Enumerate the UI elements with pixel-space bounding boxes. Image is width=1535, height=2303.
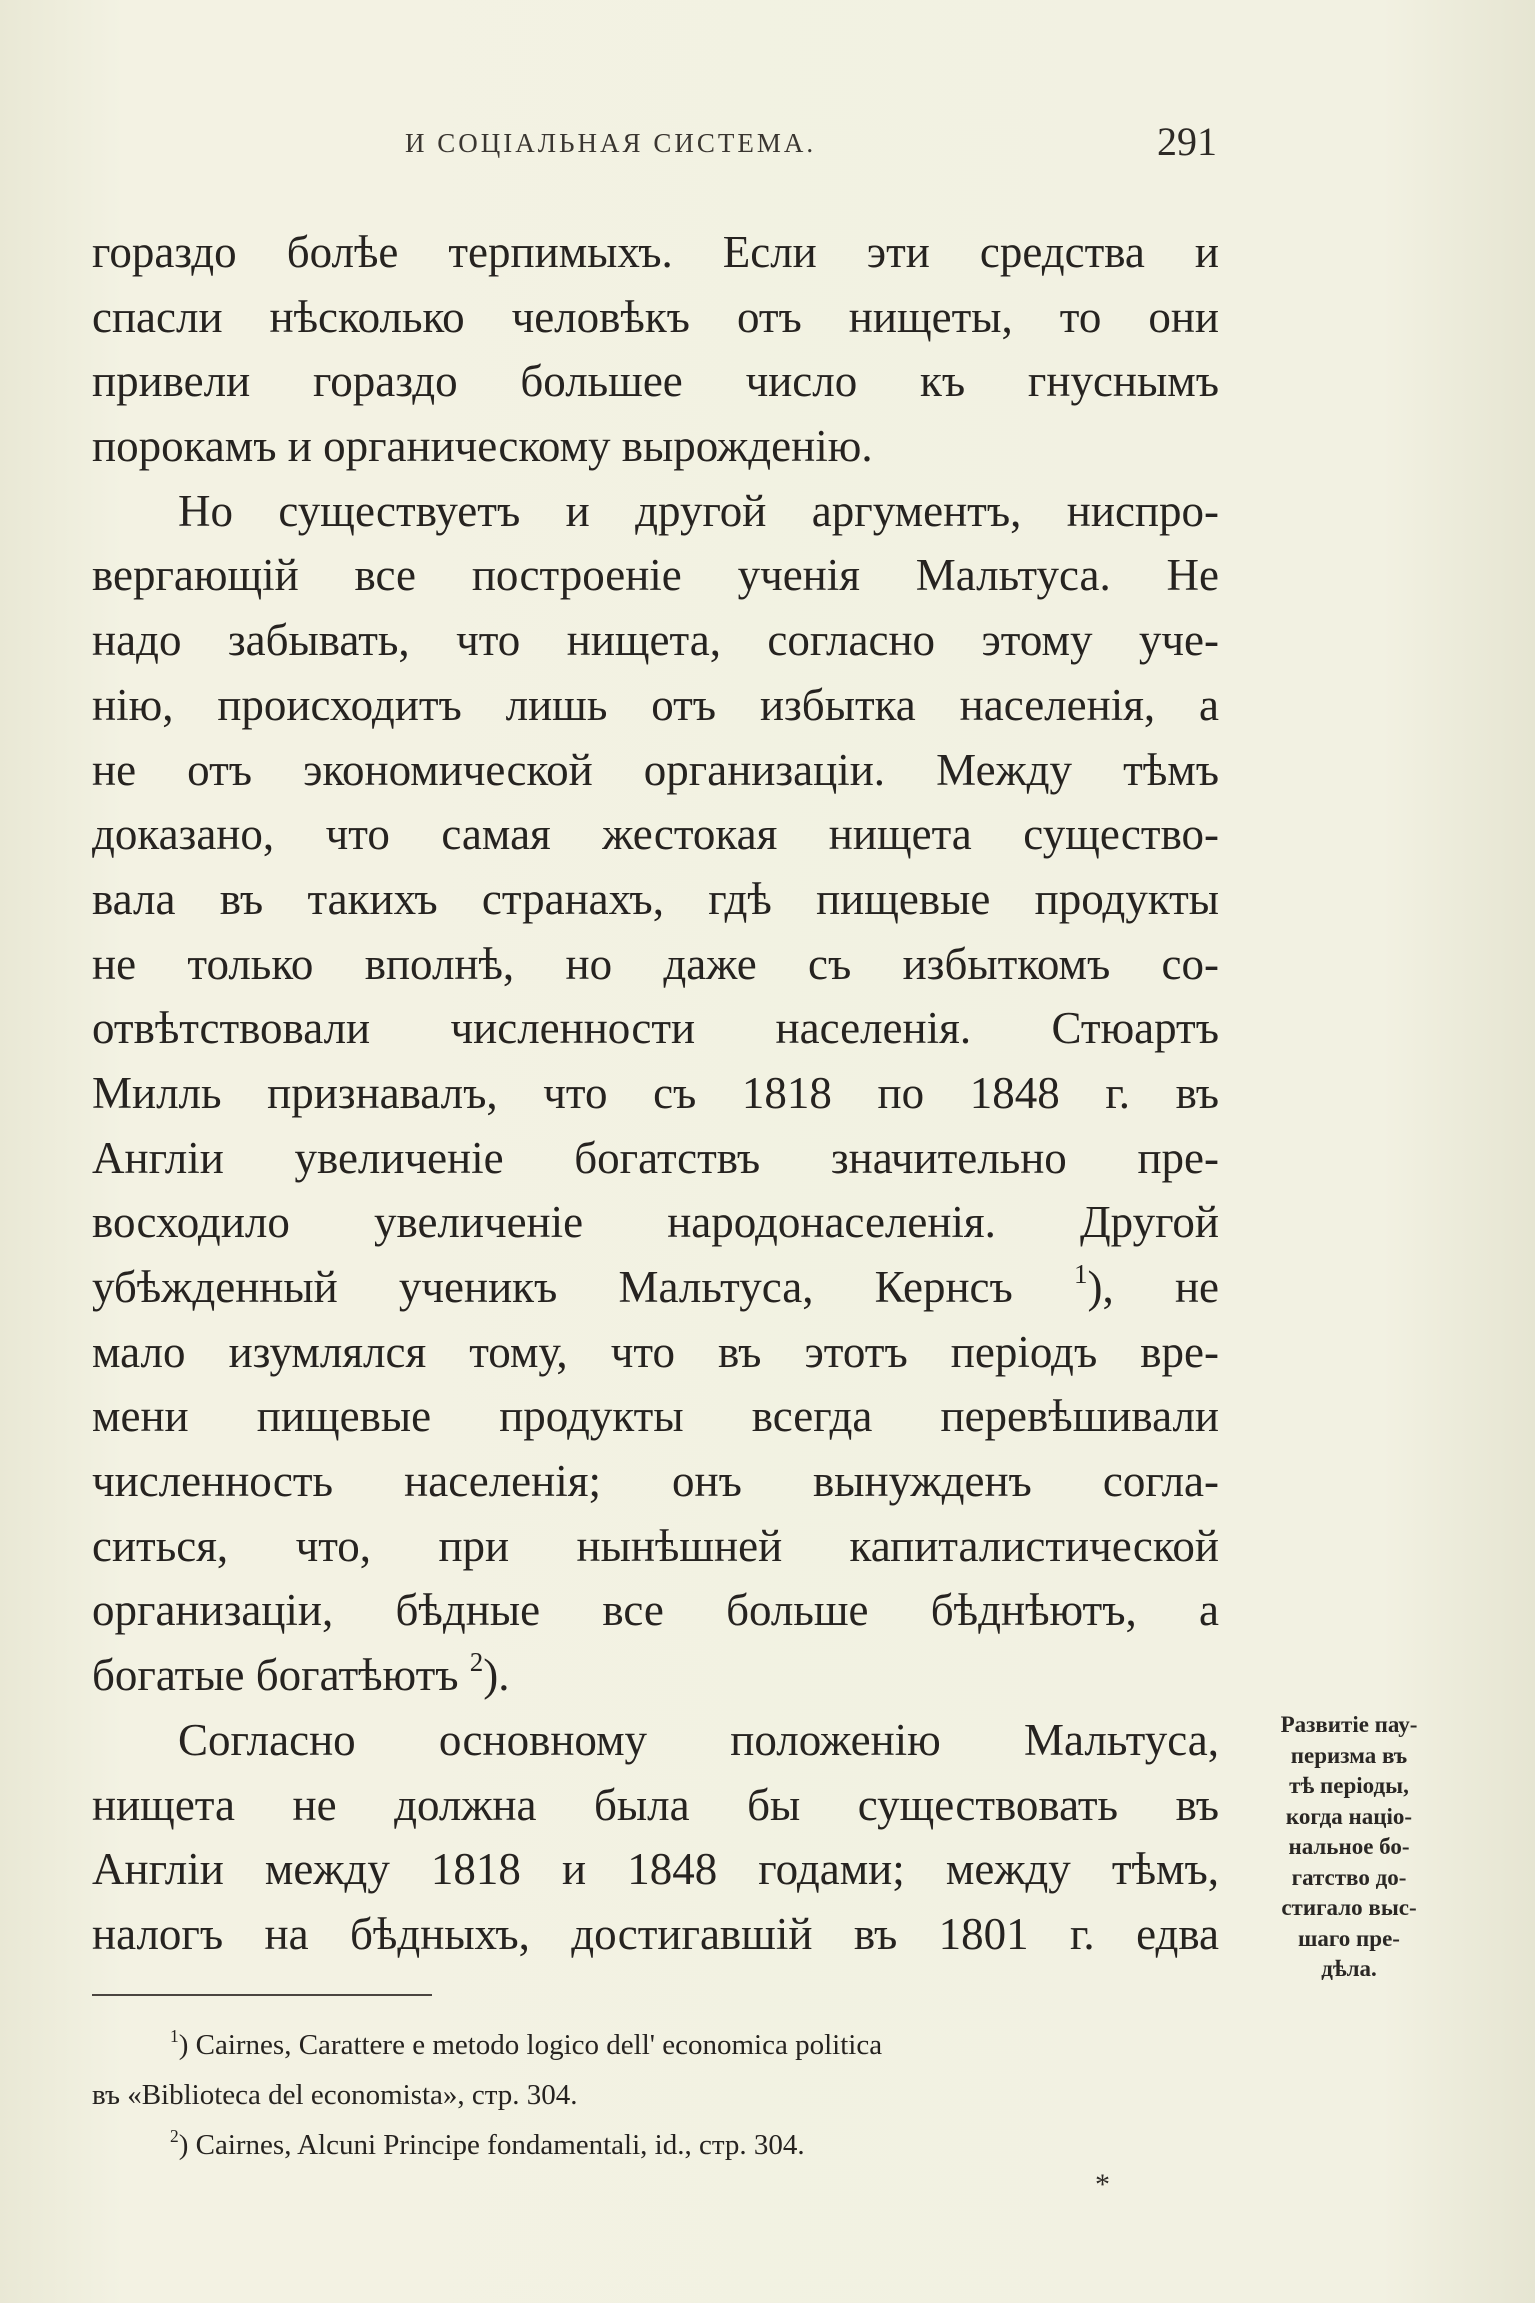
text-line: вергающій все построеніе ученія Мальтуса. Не — [92, 550, 1219, 601]
margin-note-line: тѣ періоды, — [1289, 1773, 1409, 1798]
main-text — [92, 220, 1219, 1967]
text-line: мало изумлялся тому, что въ этотъ періодъ вре- — [92, 1326, 1219, 1377]
margin-note-line: гатство до- — [1291, 1864, 1407, 1890]
running-title: И СОЦІАЛЬНАЯ СИСТЕМА. — [405, 128, 817, 158]
footnote-1 — [92, 2020, 1252, 2070]
footnote-mark-2: 2 — [170, 2125, 179, 2146]
margin-note-line: стигало выс- — [1281, 1895, 1417, 1920]
signature-asterisk: * — [1095, 2168, 1110, 2201]
text-line-with-footnote-ref — [92, 1643, 1219, 1708]
text-line: Милль признавалъ, что съ 1818 по 1848 г. въ — [92, 1067, 1219, 1118]
margin-note-line: нальное бо- — [1288, 1834, 1410, 1859]
footnote-1-text: ) Cairnes, Carattere e metodo logico dell' economica politica — [178, 2029, 883, 2061]
margin-note-line: когда націо- — [1285, 1803, 1413, 1829]
margin-note-line: шаго пре- — [1298, 1925, 1400, 1951]
text-line: Согласно основному положенію Мальтуса, — [178, 1714, 1219, 1765]
text-line: восходило увеличеніе народонаселенія. Другой — [92, 1197, 1219, 1248]
line-text: убѣжденный ученикъ Мальтуса, Кернсъ — [92, 1262, 1013, 1312]
margin-note-line: дѣла. — [1321, 1956, 1377, 1981]
footnotes — [92, 2020, 1252, 2170]
text-line: отвѣтствовали численности населенія. Стюартъ — [92, 1003, 1219, 1054]
text-line: налогъ на бѣдныхъ, достигавшій въ 1801 г. едва — [92, 1908, 1219, 1959]
footnote-mark-1: 1 — [170, 2025, 179, 2046]
footnote-ref-2[interactable]: 2 — [469, 1647, 484, 1678]
margin-note-line: перизма въ — [1290, 1742, 1408, 1768]
text-line: организаціи, бѣдные все больше бѣднѣютъ, а — [92, 1585, 1219, 1636]
text-line: нію, происходитъ лишь отъ избытка населенія, а — [92, 679, 1219, 730]
line-text: богатые богатѣютъ — [92, 1650, 459, 1701]
text-line: Но существуетъ и другой аргументъ, ниспро- — [178, 485, 1219, 536]
running-head — [92, 118, 1217, 168]
text-line: не отъ экономической организаціи. Между тѣмъ — [92, 744, 1219, 795]
margin-note — [1224, 1710, 1474, 1985]
text-line-with-footnote-ref — [92, 1255, 1219, 1320]
footnote-divider — [92, 1994, 432, 1996]
text-line: вала въ такихъ странахъ, гдѣ пищевые продукты — [92, 873, 1219, 924]
footnote-1-continued: въ «Biblioteca del economista», стр. 304. — [92, 2079, 578, 2111]
text-line: Англіи увеличеніе богатствъ значительно пре- — [92, 1132, 1219, 1183]
text-line: привели гораздо большее число къ гнуснымъ — [92, 356, 1219, 407]
text-line: мени пищевые продукты всегда перевѣшивали — [92, 1391, 1219, 1442]
footnote-ref-1[interactable]: 1 — [1074, 1259, 1088, 1290]
text-line: доказано, что самая жестокая нищета существо- — [92, 809, 1219, 860]
margin-note-line: Развитіе пау- — [1280, 1712, 1418, 1737]
line-text-tail: ), не — [1087, 1262, 1220, 1312]
text-line: не только вполнѣ, но даже съ избыткомъ со- — [92, 938, 1219, 989]
footnote-2 — [92, 2120, 1252, 2170]
text-line: нищета не должна была бы существовать въ — [92, 1779, 1219, 1830]
footnote-2-text: ) Cairnes, Alcuni Principe fondamentali, id., стр. 304. — [178, 2129, 805, 2161]
text-line: надо забывать, что нищета, согласно этому уче- — [92, 615, 1219, 666]
text-line: ситься, что, при нынѣшней капиталистической — [92, 1520, 1219, 1571]
line-text-tail: ). — [483, 1650, 510, 1701]
text-line: численность населенія; онъ вынужденъ согла- — [92, 1456, 1219, 1507]
page-number: 291 — [1157, 119, 1217, 164]
text-line: порокамъ и органическому вырожденію. — [92, 421, 873, 472]
text-line: спасли нѣсколько человѣкъ отъ нищеты, то они — [92, 291, 1219, 342]
text-line: гораздо болѣе терпимыхъ. Если эти средства и — [92, 227, 1219, 277]
text-line: Англіи между 1818 и 1848 годами; между тѣмъ, — [92, 1844, 1219, 1895]
